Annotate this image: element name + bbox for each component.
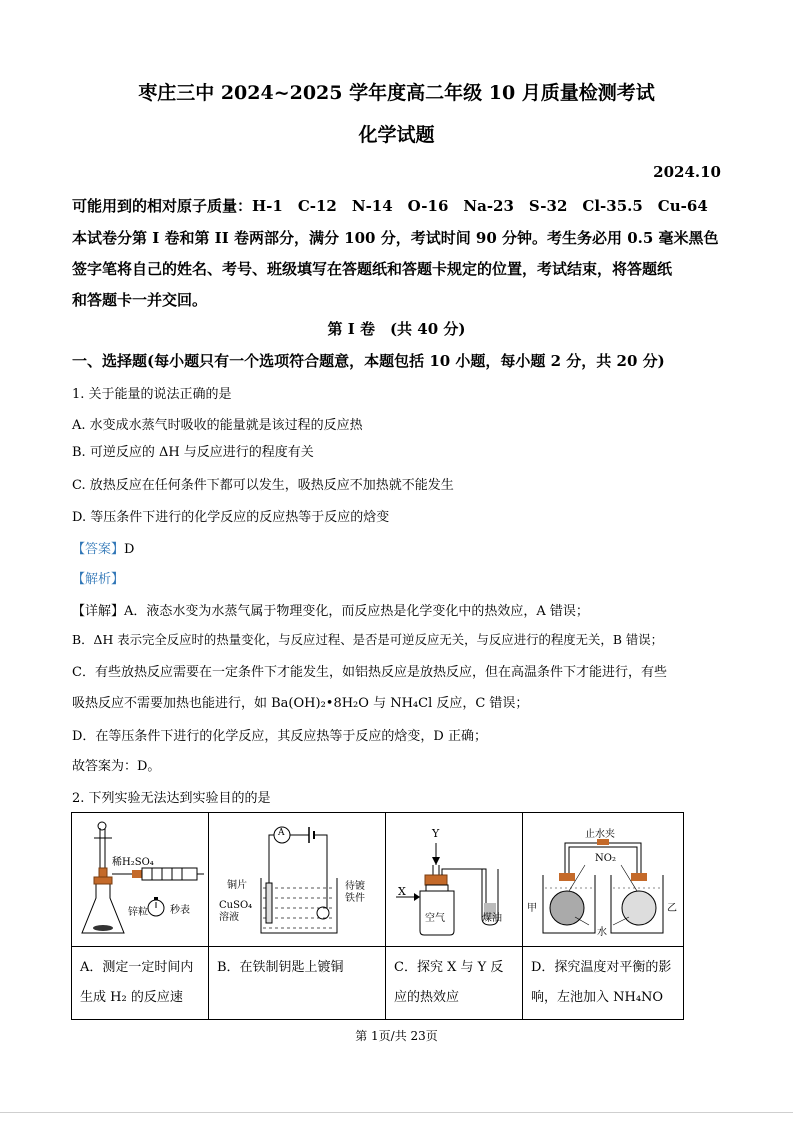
bottom-divider — [0, 1112, 793, 1113]
air-label: 空气 — [425, 913, 445, 924]
x-label: X — [398, 885, 406, 898]
part-title: 一、选择题(每小题只有一个选项符合题意，本题包括 10 小题，每小题 2 分，共 20 分) — [72, 352, 665, 370]
left-pool-label: 甲 — [527, 903, 537, 914]
q1-stem: 1. 关于能量的说法正确的是 — [72, 387, 232, 402]
iron-key-label: 待镀 铁件 — [345, 881, 365, 904]
heat-effect-diagram — [386, 813, 522, 946]
flask-apparatus-diagram — [72, 813, 208, 946]
q1-detail-c1: C．有些放热反应需要在一定条件下才能发生，如铝热反应是放热反应，但在高温条件下才能进行，有些 — [72, 665, 667, 680]
q1-option-c: C. 放热反应在任何条件下都可以发生，吸热反应不加热就不能发生 — [72, 478, 454, 493]
clamp-label: 止水夹 — [585, 829, 615, 840]
q1-detail-b: B．ΔH 表示完全反应时的热量变化，与反应过程、是否是可逆反应无关，与反应进行的程度无关，B 错误； — [72, 632, 664, 647]
fig-a-cell — [72, 813, 209, 947]
instructions-line1: 本试卷分第 I 卷和第 II 卷两部分，满分 100 分，考试时间 90 分钟。考生务必用 0.5 毫米黑色 — [72, 229, 719, 247]
caption-d: D．探究温度对平衡的影响，左池加入 NH₄NO — [523, 947, 684, 1020]
caption-a: A．测定一定时间内生成 H₂ 的反应速 — [72, 947, 209, 1020]
figure-c-apparatus — [386, 813, 522, 946]
volume-title: 第 I 卷 (共 40 分) — [327, 320, 466, 338]
q1-answer-line — [72, 538, 134, 557]
zinc-label: 锌粒 — [128, 907, 148, 918]
q1-answer: D — [124, 542, 135, 557]
kerosene-label: 煤油 — [482, 913, 502, 924]
ammeter-label: A — [278, 828, 285, 838]
answer-tag: 【答案】 — [72, 542, 125, 557]
q2-stem: 2. 下列实验无法达到实验目的的是 — [72, 791, 271, 806]
figure-b-apparatus — [209, 813, 385, 946]
water-label: 水 — [597, 927, 607, 938]
exam-date: 2024.10 — [653, 163, 721, 181]
q1-conclusion: 故答案为：D。 — [72, 759, 161, 774]
acid-label: 稀H₂SO₄ — [112, 857, 154, 868]
fig-d-cell — [523, 813, 684, 947]
q2-figure-table — [71, 812, 684, 1020]
fig-c-cell — [386, 813, 523, 947]
no2-label: NO₂ — [595, 853, 616, 864]
instructions-line3: 和答题卡一并交回。 — [72, 291, 208, 309]
analysis-tag: 【解析】 — [72, 572, 125, 587]
q1-option-d: D. 等压条件下进行的化学反应的反应热等于反应的焓变 — [72, 510, 390, 525]
figure-d-apparatus — [523, 813, 683, 946]
exam-title: 枣庄三中 2024~2025 学年度高二年级 10 月质量检测考试 — [138, 82, 655, 104]
subject-title: 化学试题 — [358, 124, 435, 146]
fig-b-cell — [209, 813, 386, 947]
copper-label: 铜片 — [227, 880, 247, 891]
q1-detail-d: D．在等压条件下进行的化学反应，其反应热等于反应的焓变，D 正确； — [72, 729, 487, 744]
y-label: Y — [432, 827, 440, 840]
stopwatch-label: 秒表 — [170, 905, 190, 916]
instructions-line2: 签字笔将自己的姓名、考号、班级填写在答题纸和答题卡规定的位置，考试结束，将答题纸 — [72, 260, 673, 278]
right-pool-label: 乙 — [667, 903, 677, 914]
q1-detail-c2: 吸热反应不需要加热也能进行，如 Ba(OH)₂•8H₂O 与 NH₄Cl 反应，C 错误； — [72, 696, 529, 711]
caption-b: B．在铁制钥匙上镀铜 — [209, 947, 386, 1020]
page-footer: 第 1页/共 23页 — [355, 1029, 438, 1043]
solution-label: CuSO₄ 溶液 — [219, 900, 253, 923]
q1-option-a: A. 水变成水蒸气时吸收的能量就是该过程的反应热 — [72, 418, 363, 433]
figure-a-apparatus — [72, 813, 208, 946]
q1-detail-a: 【详解】A．液态水变为水蒸气属于物理变化，而反应热是化学变化中的热效应，A 错误； — [72, 604, 589, 619]
atomic-masses: 可能用到的相对原子质量：H-1 C-12 N-14 O-16 Na-23 S-32 Cl-35.5 Cu-64 — [72, 197, 708, 215]
caption-c: C．探究 X 与 Y 反应的热效应 — [386, 947, 523, 1020]
q1-option-b: B. 可逆反应的 ΔH 与反应进行的程度有关 — [72, 445, 314, 460]
